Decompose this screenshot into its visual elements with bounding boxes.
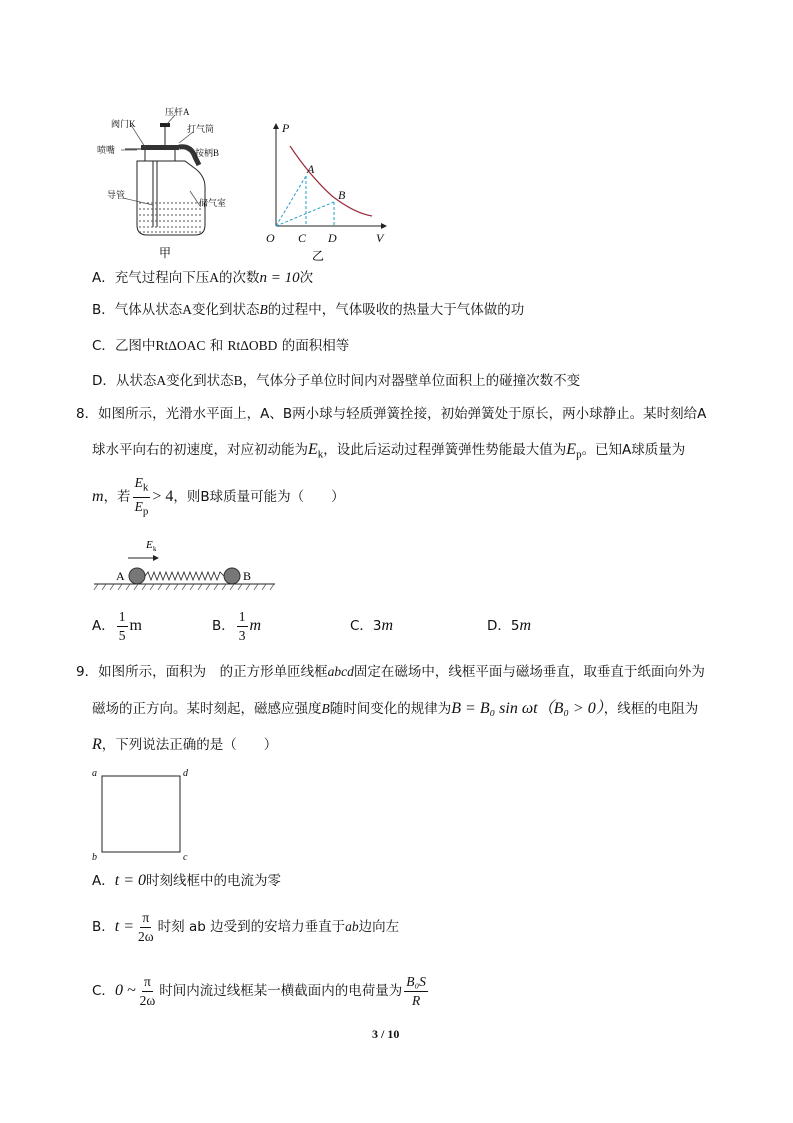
label-press-rod: 压杆A [165,107,190,117]
page-number: 3 / 10 [372,1027,400,1041]
q9-option-c[interactable]: C．0 ~ $\frac{\pi}{2\omega}$ 时间内流过线框某一横截面内的电荷量为 $\frac{\text{B₀S}}{R}$ [92,973,426,1008]
q8-option-a[interactable]: A． $\frac{1}{5}$ m [92,608,142,643]
q8-option-b[interactable]: B． $\frac{1}{3}$ m [212,608,262,643]
point-d-label: D [328,231,337,245]
label-chamber: 储气室 [199,198,227,208]
square-loop-diagram [90,766,195,862]
caption-jia: 甲 [159,246,172,260]
origin-label: O [266,231,275,245]
point-c-label: C [298,231,307,245]
corner-c-label: c [183,852,188,862]
ball-a-label: A [116,569,125,583]
q7-option-d[interactable]: D．从状态A变化到状态B，气体分子单位时间内对器壁单位面积上的碰撞次数不变 [92,373,581,389]
axis-v-label: V [376,231,384,245]
q9-option-b[interactable]: B．t = $\frac{\pi}{2\omega}$ 时刻 ab 边受到的安培力垂直于ab边向左 [92,909,400,944]
q7-option-b[interactable]: B．气体从状态A变化到状态B的过程中，气体吸收的热量大于气体做的功 [92,302,525,318]
q8-stem-line1: 8．如图所示，光滑水平面上，A、B两小球与轻质弹簧拴接，初始弹簧处于原长，两小球静止。某时刻给A [76,406,707,422]
corner-a-label: a [92,768,97,779]
point-a-label: A [307,162,315,176]
axis-p-label: P [282,121,290,135]
spring-diagram [92,536,277,592]
pv-graph [262,118,392,266]
q7-option-c[interactable]: C．乙图中RtΔOAC 和 RtΔOBD 的面积相等 [92,338,350,354]
ball-b-label: B [243,569,252,583]
q9-stem-line1: 9．如图所示，面积为 的正方形单匝线框abcd固定在磁场中，线框平面与磁场垂直，取垂直于纸面向外为 [76,664,705,680]
caption-yi: 乙 [312,249,325,263]
q9-stem-line3: R，下列说法正确的是（ ） [92,736,278,753]
q8-option-c[interactable]: C．3m [350,617,394,634]
label-tube: 导管 [107,190,126,200]
q9-stem-line2: 磁场的正方向。某时刻起，磁感应强度B随时间变化的规律为B = B₀ sin ωt（B₀ > 0），线框的电阻为 [92,700,699,717]
label-valve: 阀门K [111,119,136,129]
q8-stem-line3: m，若 $\frac{E_k}{E_p}$ > 4，则B球质量可能为（ ） [92,474,345,520]
label-nozzle: 喷嘴 [97,145,116,155]
q7-option-a[interactable]: A．充气过程向下压A的次数n = 10次 [92,270,314,286]
point-b-label: B [338,188,346,202]
label-pump: 打气筒 [187,124,215,134]
sprayer-diagram [95,105,245,265]
spring-ek-label: E [146,539,153,551]
q9-option-a[interactable]: A．t = 0时刻线框中的电流为零 [92,872,281,889]
q8-stem-line2: 球水平向右的初速度，对应初动能为$E_k$，设此后运动过程弹簧弹性势能最大值为$E_p$。已知A球质量为 [92,441,686,461]
ratio-fraction: $\frac{E_k}{E_p}$ [134,475,149,518]
corner-b-label: b [92,852,97,862]
corner-d-label: d [183,768,188,779]
label-handle: 按柄B [195,148,220,158]
svg-text:k: k [153,545,157,553]
q8-option-d[interactable]: D．5m [487,617,532,634]
